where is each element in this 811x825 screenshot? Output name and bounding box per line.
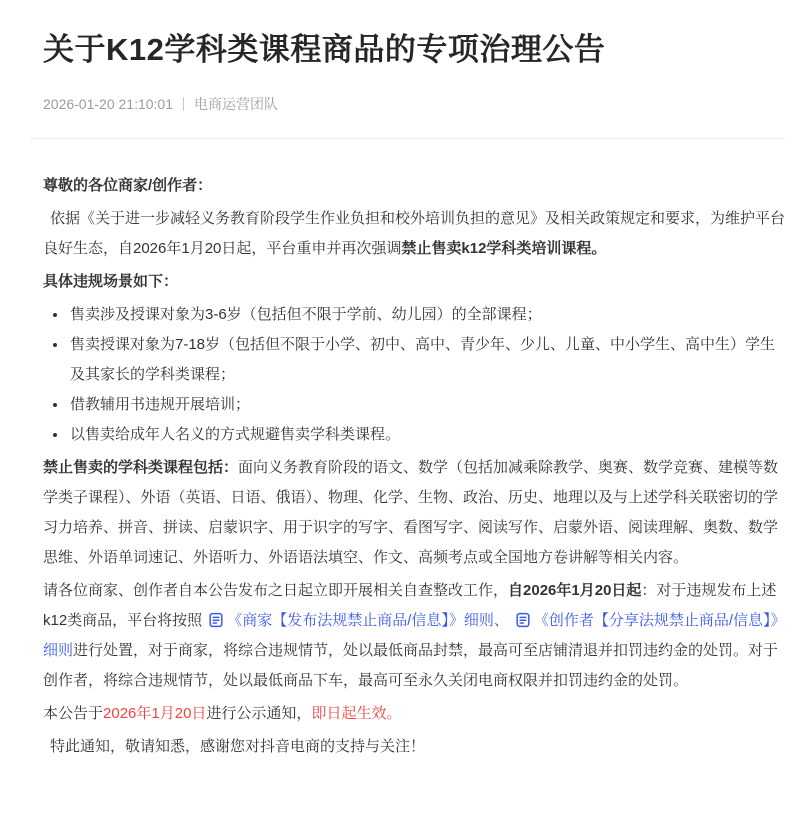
effective-text-2: 进行公示通知， bbox=[206, 705, 312, 722]
enforcement-text-3: 进行处置，对于商家，将综合违规情节，处以最低商品封禁，最高可至店铺清退并扣罚违约金的处罚。对于创作者，将综合违规情节，处以最低商品下车，最高可至永久关闭电商权限并扣罚违约金的处罚。 bbox=[43, 642, 779, 689]
enforcement-paragraph bbox=[43, 576, 785, 696]
author-name: 电商运营团队 bbox=[194, 96, 278, 112]
violation-item: • 售卖涉及授课对象为3-6岁（包括但不限于学前、幼儿园）的全部课程； bbox=[68, 300, 785, 330]
violation-item: • 以售卖给成年人名义的方式规避售卖学科类课程。 bbox=[68, 420, 785, 450]
page-title: 关于K12学科类课程商品的专项治理公告 bbox=[43, 32, 606, 67]
article-body bbox=[43, 139, 785, 762]
merchant-rules-link[interactable]: 《商家【发布法规禁止商品/信息】》细则、 bbox=[227, 612, 509, 629]
effective-paragraph bbox=[43, 699, 785, 729]
greeting: 尊敬的各位商家/创作者： bbox=[43, 177, 213, 194]
publish-datetime: 2026-01-20 21:10:01 bbox=[43, 96, 173, 112]
article-meta bbox=[43, 94, 785, 114]
intro-paragraph bbox=[43, 204, 785, 264]
scenarios-heading: 具体违规场景如下： bbox=[43, 273, 179, 290]
effective-text-1: 本公告于 bbox=[43, 705, 104, 722]
violation-item: • 借教辅用书违规开展培训； bbox=[68, 390, 785, 420]
enforcement-bold-date: 自2026年1月20日起 bbox=[508, 582, 642, 599]
intro-text: 依据《关于进一步减轻义务教育阶段学生作业负担和校外培训负担的意见》及相关政策规定和要求，为维护平台良好生态，自2026年1月20日起，平台重申并再次强调 bbox=[43, 210, 786, 257]
banned-courses-paragraph bbox=[43, 453, 785, 573]
banned-courses-lead: 禁止售卖的学科类课程包括： bbox=[43, 459, 239, 476]
violation-list bbox=[43, 300, 785, 450]
meta-divider bbox=[183, 97, 184, 111]
closing-paragraph: 特此通知，敬请知悉，感谢您对抖音电商的支持与关注！ bbox=[50, 738, 426, 755]
creator-rules-link[interactable]: 《创作者【分享法规禁止商品/信息】》细则 bbox=[43, 612, 779, 659]
effective-note: 即日起生效。 bbox=[311, 705, 402, 722]
effective-date: 2026年1月20日 bbox=[103, 705, 207, 722]
violation-item: • 售卖授课对象为7-18岁（包括但不限于小学、初中、高中、青少年、少儿、儿童、中小学生、高中生）学生及其家长的学科类课程； bbox=[68, 330, 785, 390]
intro-bold-text: 禁止售卖k12学科类培训课程。 bbox=[401, 240, 607, 257]
enforcement-text-1: 请各位商家、创作者自本公告发布之日起立即开展相关自查整改工作， bbox=[43, 582, 509, 599]
document-icon[interactable] bbox=[208, 612, 224, 628]
banned-courses-text: 面向义务教育阶段的语文、数学（包括加减乘除教学、奥赛、数学竞赛、建模等数学类子课程）、外语（英语、日语、俄语）、物理、化学、生物、政治、历史、地理以及与上述学科关联密切的学习力培养、拼音、拼读、启蒙识字、用于识字的写字、看图写字、阅读写作、启蒙外语、阅读理解、奥数、数学思维、外语单词速记、外语听力、外语语法填空、作文、高频考点或全国地方卷讲解等相关内容。 bbox=[43, 459, 779, 566]
enforcement-text-2: ：对于违规发布上述k12类商品，平台将按照 bbox=[43, 582, 777, 629]
document-icon[interactable] bbox=[515, 612, 531, 628]
